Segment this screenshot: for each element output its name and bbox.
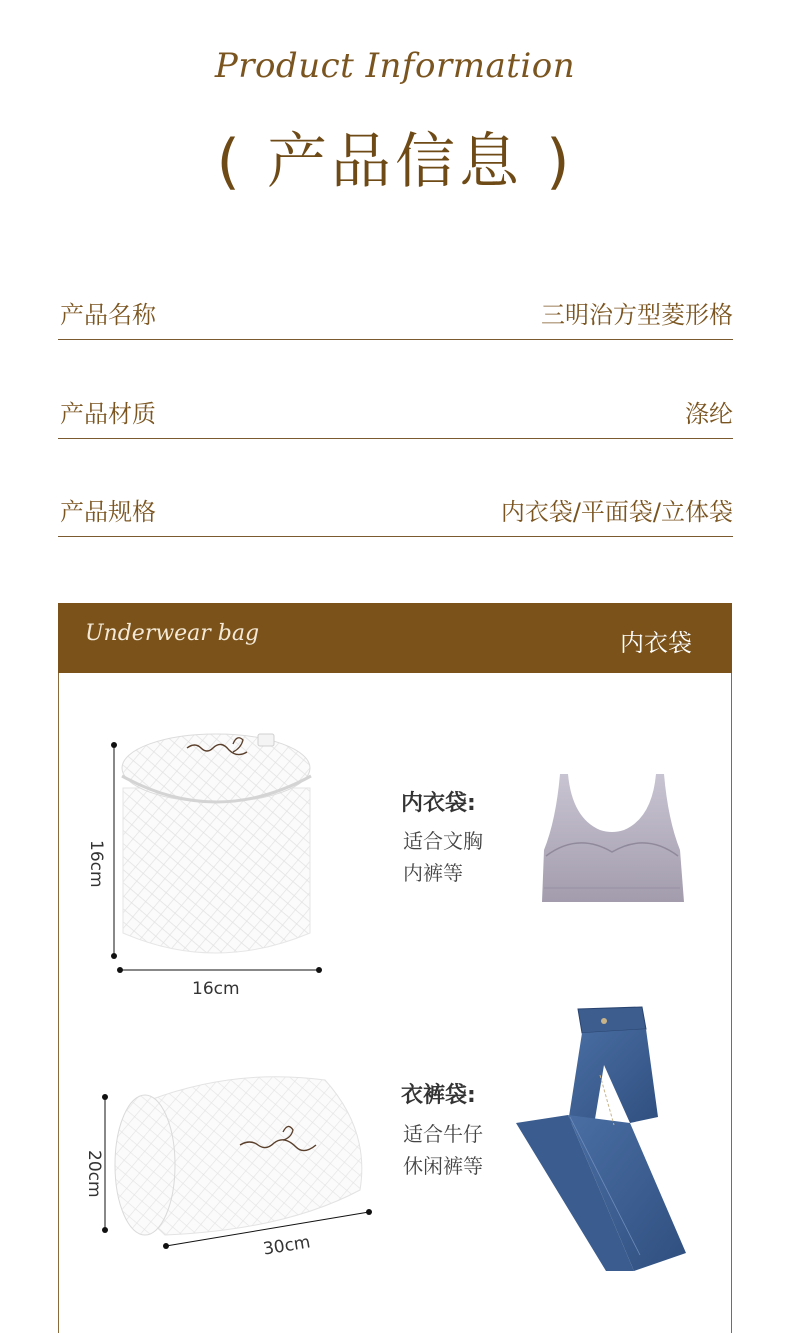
page-title: ( 产品信息 ) (216, 127, 574, 197)
product-name: 内衣袋: (401, 791, 476, 816)
script-title: Product Information (214, 46, 576, 86)
product-desc-line: 休闲裤等 (403, 1154, 483, 1178)
section-english-title: Underwear bag (85, 621, 260, 646)
info-value: 涤纶 (685, 400, 733, 428)
height-dimension-label: 16cm (86, 840, 106, 888)
round-laundry-bag-image (95, 728, 335, 978)
jeans-image (510, 1005, 690, 1275)
product-name: 衣裤袋: (401, 1083, 476, 1108)
info-label: 产品材质 (60, 400, 156, 428)
info-value: 内衣袋/平面袋/立体袋 (500, 498, 733, 526)
product-desc-line: 内裤等 (403, 861, 463, 885)
product-desc-line: 适合牛仔 (403, 1122, 483, 1146)
width-dimension-label: 30cm (261, 1232, 312, 1260)
height-dimension-label: 20cm (84, 1150, 104, 1198)
section-header (58, 603, 732, 673)
info-label: 产品规格 (60, 498, 156, 526)
info-value: 三明治方型菱形格 (541, 301, 733, 329)
section-chinese-title: 内衣袋 (620, 629, 692, 657)
info-row-name (58, 299, 733, 340)
width-dimension-label: 16cm (192, 979, 240, 999)
cylinder-laundry-bag-image (95, 1070, 385, 1260)
bra-image (538, 770, 686, 906)
info-label: 产品名称 (60, 301, 156, 329)
product-desc-line: 适合文胸 (403, 829, 483, 853)
info-row-spec (58, 496, 733, 537)
info-row-material (58, 398, 733, 439)
